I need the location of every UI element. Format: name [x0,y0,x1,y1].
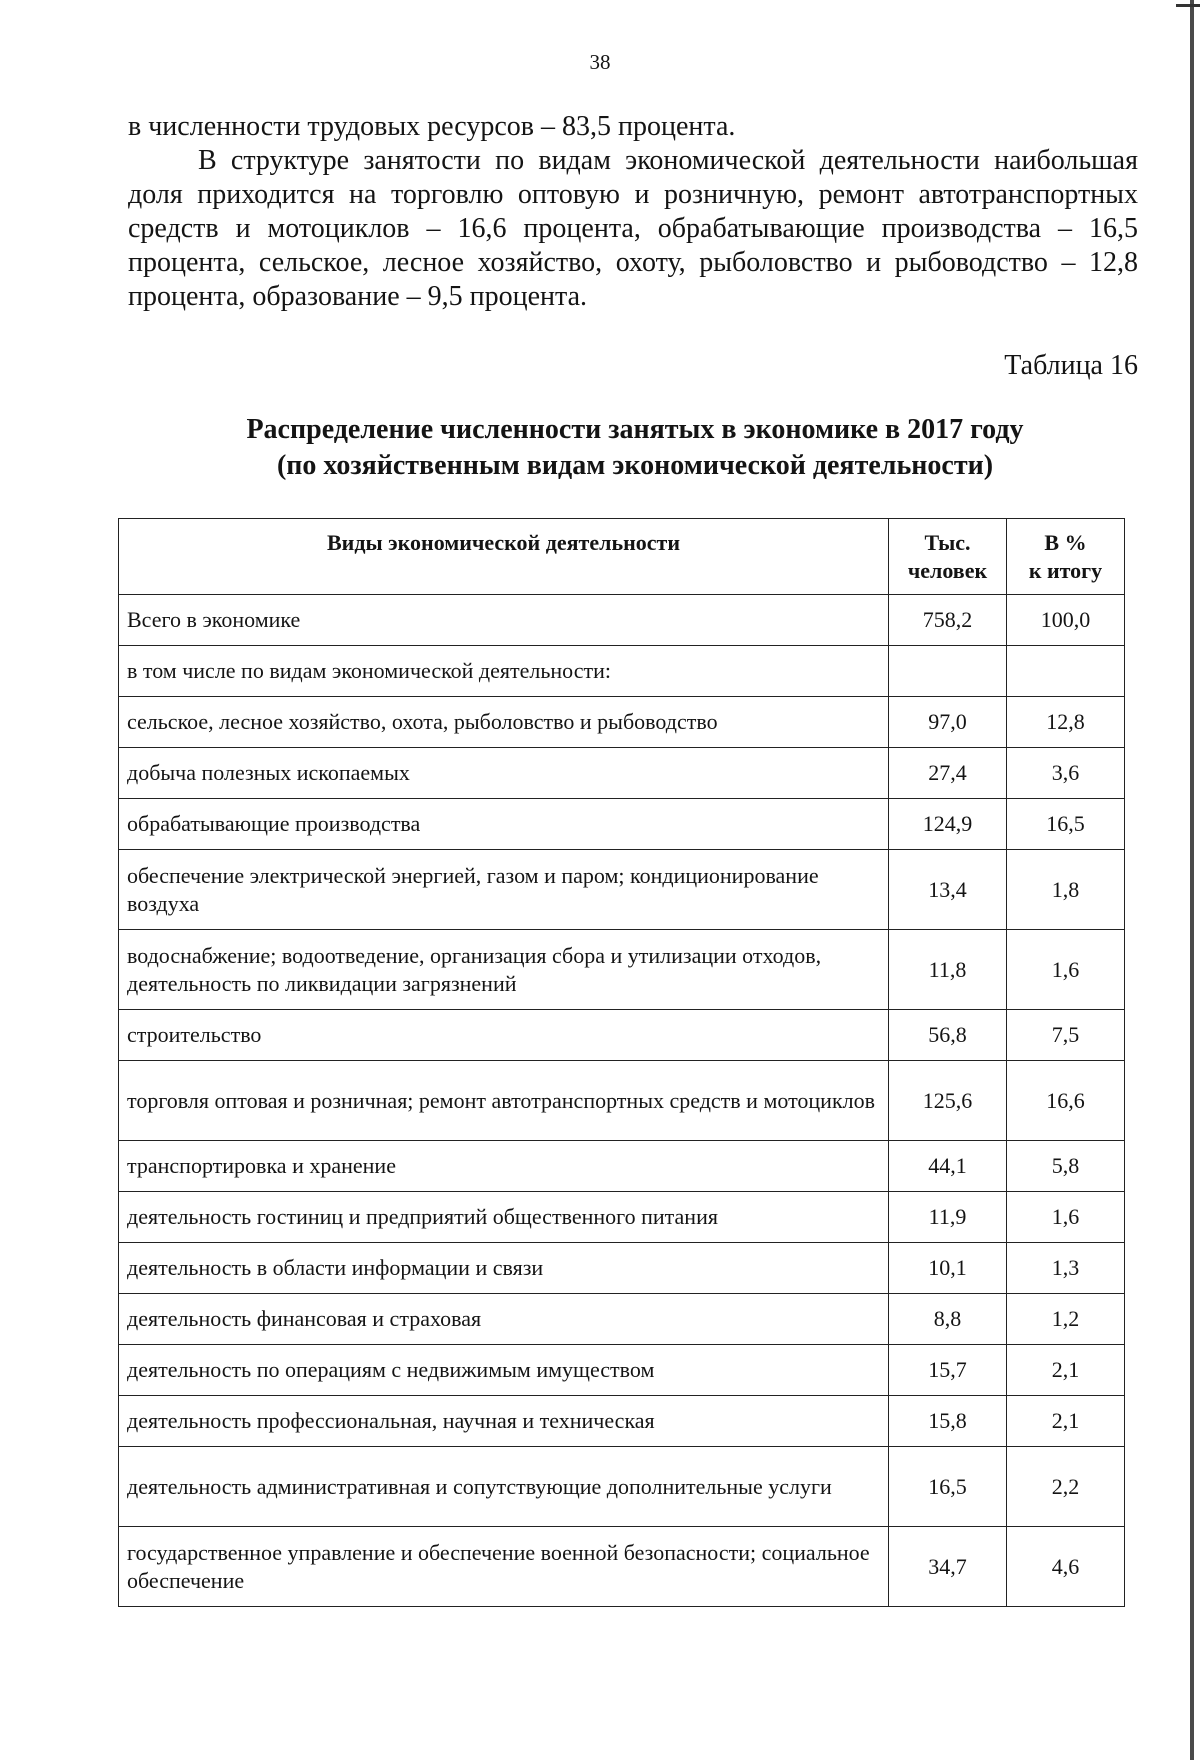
row-activity-label: деятельность гостиниц и предприятий общественного питания [119,1192,889,1243]
header-activity: Виды экономической деятельности [119,519,889,595]
table-row [119,748,1125,799]
row-thousands-value: 16,5 [889,1447,1007,1527]
row-thousands-value: 8,8 [889,1294,1007,1345]
table-row [119,646,1125,697]
row-activity-label: добыча полезных ископаемых [119,748,889,799]
row-thousands-value: 11,8 [889,930,1007,1010]
row-percent-value: 1,3 [1007,1243,1125,1294]
row-activity-label: деятельность по операциям с недвижимым имуществом [119,1345,889,1396]
table-title [140,412,1130,484]
row-percent-value: 1,6 [1007,1192,1125,1243]
table-row [119,1294,1125,1345]
row-thousands-value: 11,9 [889,1192,1007,1243]
header-thousands [889,519,1007,595]
row-activity-label: сельское, лесное хозяйство, охота, рыболовство и рыбоводство [119,697,889,748]
row-percent-value: 2,2 [1007,1447,1125,1527]
table-row [119,1447,1125,1527]
scan-edge-mark [1176,4,1200,7]
row-percent-value: 5,8 [1007,1141,1125,1192]
row-activity-label: транспортировка и хранение [119,1141,889,1192]
row-thousands-value: 10,1 [889,1243,1007,1294]
table-row [119,1141,1125,1192]
table-header-row [119,519,1125,595]
header-percent-line-1: В % [1044,530,1087,555]
table-row [119,1345,1125,1396]
row-thousands-value: 13,4 [889,850,1007,930]
table-title-line-1: Распределение численности занятых в экономике в 2017 году [246,414,1024,445]
row-thousands-value: 97,0 [889,697,1007,748]
row-activity-label: Всего в экономике [119,595,889,646]
table-row [119,1243,1125,1294]
table-row [119,1527,1125,1607]
row-activity-label: деятельность финансовая и страховая [119,1294,889,1345]
table-row [119,697,1125,748]
table-row [119,799,1125,850]
row-thousands-value: 124,9 [889,799,1007,850]
paragraph-employment-structure: В структуре занятости по видам экономической деятельности наибольшая доля приходится на торговлю оптовую и розничную, ремонт автотранспортных средств и мотоциклов – 16,6 процента, обрабатывающие производства – 16,5 процента, сельское, лесное хозяйство, охоту, рыболовство и рыбоводство – 12,8 процента, образование – 9,5 процента. [128,145,1138,312]
row-thousands-value: 758,2 [889,595,1007,646]
row-percent-value: 16,5 [1007,799,1125,850]
row-activity-label: деятельность профессиональная, научная и техническая [119,1396,889,1447]
row-percent-value: 1,2 [1007,1294,1125,1345]
paragraph-continuation: в численности трудовых ресурсов – 83,5 процента. [128,111,736,142]
row-percent-value: 1,8 [1007,850,1125,930]
table-row [119,1192,1125,1243]
table-row [119,930,1125,1010]
row-percent-value: 2,1 [1007,1345,1125,1396]
row-thousands-value: 56,8 [889,1010,1007,1061]
row-thousands-value: 27,4 [889,748,1007,799]
header-thousands-line-1: Тыс. [924,530,971,555]
table-row [119,1010,1125,1061]
row-percent-value: 2,1 [1007,1396,1125,1447]
table-row [119,595,1125,646]
page-number: 38 [589,50,611,74]
table-row [119,850,1125,930]
row-thousands-value: 15,7 [889,1345,1007,1396]
row-percent-value [1007,646,1125,697]
row-percent-value: 1,6 [1007,930,1125,1010]
table-body [119,595,1125,1607]
row-percent-value: 3,6 [1007,748,1125,799]
table-label: Таблица 16 [1004,350,1138,381]
row-activity-label: деятельность административная и сопутствующие дополнительные услуги [119,1447,889,1527]
scan-edge-shadow [1190,0,1194,1760]
row-percent-value: 16,6 [1007,1061,1125,1141]
header-percent [1007,519,1125,595]
row-thousands-value: 15,8 [889,1396,1007,1447]
row-percent-value: 12,8 [1007,697,1125,748]
row-thousands-value: 34,7 [889,1527,1007,1607]
table-row [119,1061,1125,1141]
row-thousands-value: 44,1 [889,1141,1007,1192]
row-activity-label: торговля оптовая и розничная; ремонт автотранспортных средств и мотоциклов [119,1061,889,1141]
row-activity-label: в том числе по видам экономической деятельности: [119,646,889,697]
row-activity-label: государственное управление и обеспечение военной безопасности; социальное обеспечение [119,1527,889,1607]
employment-table [118,518,1125,1607]
row-percent-value: 4,6 [1007,1527,1125,1607]
row-activity-label: обеспечение электрической энергией, газом и паром; кондиционирование воздуха [119,850,889,930]
row-activity-label: строительство [119,1010,889,1061]
row-activity-label: деятельность в области информации и связи [119,1243,889,1294]
row-thousands-value: 125,6 [889,1061,1007,1141]
row-thousands-value [889,646,1007,697]
header-thousands-line-2: человек [907,558,988,583]
row-activity-label: обрабатывающие производства [119,799,889,850]
table-row [119,1396,1125,1447]
row-activity-label: водоснабжение; водоотведение, организация сбора и утилизации отходов, деятельность по ликвидации загрязнений [119,930,889,1010]
row-percent-value: 100,0 [1007,595,1125,646]
table-title-line-2: (по хозяйственным видам экономической деятельности) [276,450,994,481]
header-percent-line-2: к итогу [1028,558,1103,583]
row-percent-value: 7,5 [1007,1010,1125,1061]
